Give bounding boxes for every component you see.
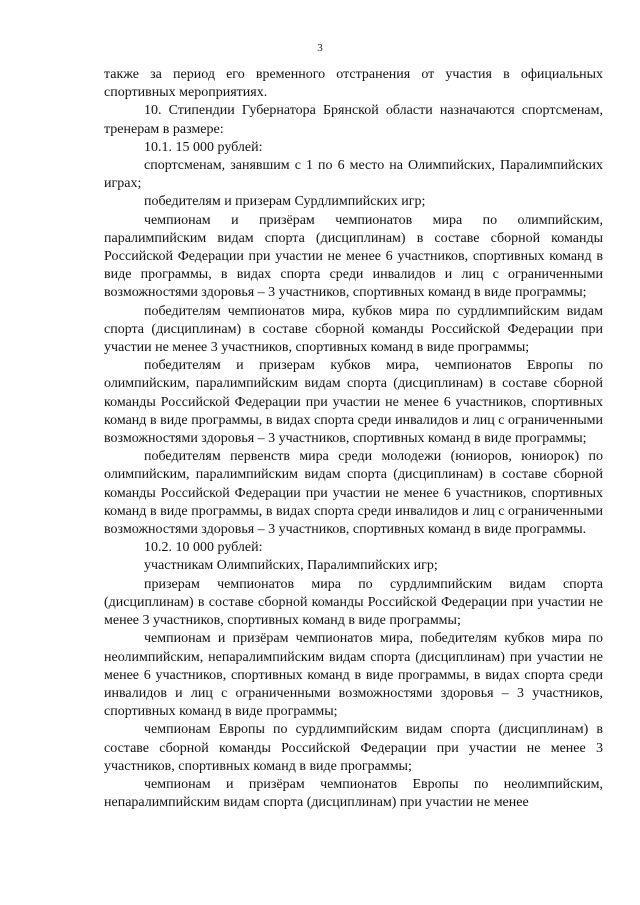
document-body	[104, 66, 603, 812]
page-number: 3	[317, 42, 323, 54]
paragraph: 10. Стипендии Губернатора Брянской области назначаются спортсменам, тренерам в размере:	[104, 103, 603, 137]
paragraph: также за период его временного отстранения от участия в официальных спортивных мероприятиях.	[104, 67, 603, 101]
paragraph: победителям чемпионатов мира, кубков мира по сурдлимпийским видам спорта (дисциплинам) в составе сборной команды Российской Федерации при участии не менее 3 участников, спортивных команд в виде программы;	[104, 303, 603, 356]
paragraph: участникам Олимпийских, Паралимпийских игр;	[144, 558, 438, 574]
paragraph: чемпионам Европы по сурдлимпийским видам спорта (дисциплинам) в составе сборной команды Российской Федерации при участии не менее 3 участников, спортивных команд в виде программы;	[104, 722, 603, 774]
paragraph: спортсменам, занявшим с 1 по 6 место на Олимпийских, Паралимпийских играх;	[104, 158, 603, 192]
paragraph: чемпионам и призёрам чемпионатов Европы по неолимпийским, непаралимпийским видам спорта (дисциплинам) при участии не менее	[104, 776, 603, 811]
paragraph: победителям первенств мира среди молодежи (юниоров, юниорок) по олимпийским, паралимпийским видам спорта (дисциплинам) в составе сборной команды Российской Федерации при участии не менее 6 участников, спортивных команд в виде программы, в видах спорта среди инвалидов и лиц с ограниченными возможностями здоровья – 3 участников, спортивных команд в виде программы.	[104, 449, 603, 538]
paragraph: победителям и призерам Сурдлимпийских игр;	[144, 194, 426, 210]
paragraph: 10.2. 10 000 рублей:	[144, 540, 263, 556]
paragraph: 10.1. 15 000 рублей:	[144, 139, 263, 155]
paragraph: чемпионам и призёрам чемпионатов мира по олимпийским, паралимпийским видам спорта (дисциплинам) в составе сборной команды Российской Федерации при участии не менее 6 участников, спортивных команд в виде программы, в видах спорта среди инвалидов и лиц с ограниченными возможностями здоровья – 3 участников, спортивных команд в виде программы;	[104, 212, 603, 301]
paragraph: призерам чемпионатов мира по сурдлимпийским видам спорта (дисциплинам) в составе сборной команды Российской Федерации при участии не менее 3 участников, спортивных команд в виде программы;	[104, 576, 603, 629]
paragraph: победителям и призерам кубков мира, чемпионатов Европы по олимпийским, паралимпийским видам спорта (дисциплинам) в составе сборной команды Российской Федерации при участии не менее 6 участников, спортивных команд в виде программы, в видах спорта среди инвалидов и лиц с ограниченными возможностями здоровья – 3 участников, спортивных команд в виде программы;	[104, 358, 603, 447]
paragraph: чемпионам и призёрам чемпионатов мира, победителям кубков мира по неолимпийским, непаралимпийским видам спорта (дисциплинам) при участии не менее 6 участников, спортивных команд в виде программы, в видах спорта среди инвалидов и лиц с ограниченными возможностями здоровья – 3 участников, спортивных команд в виде программы;	[104, 631, 603, 720]
